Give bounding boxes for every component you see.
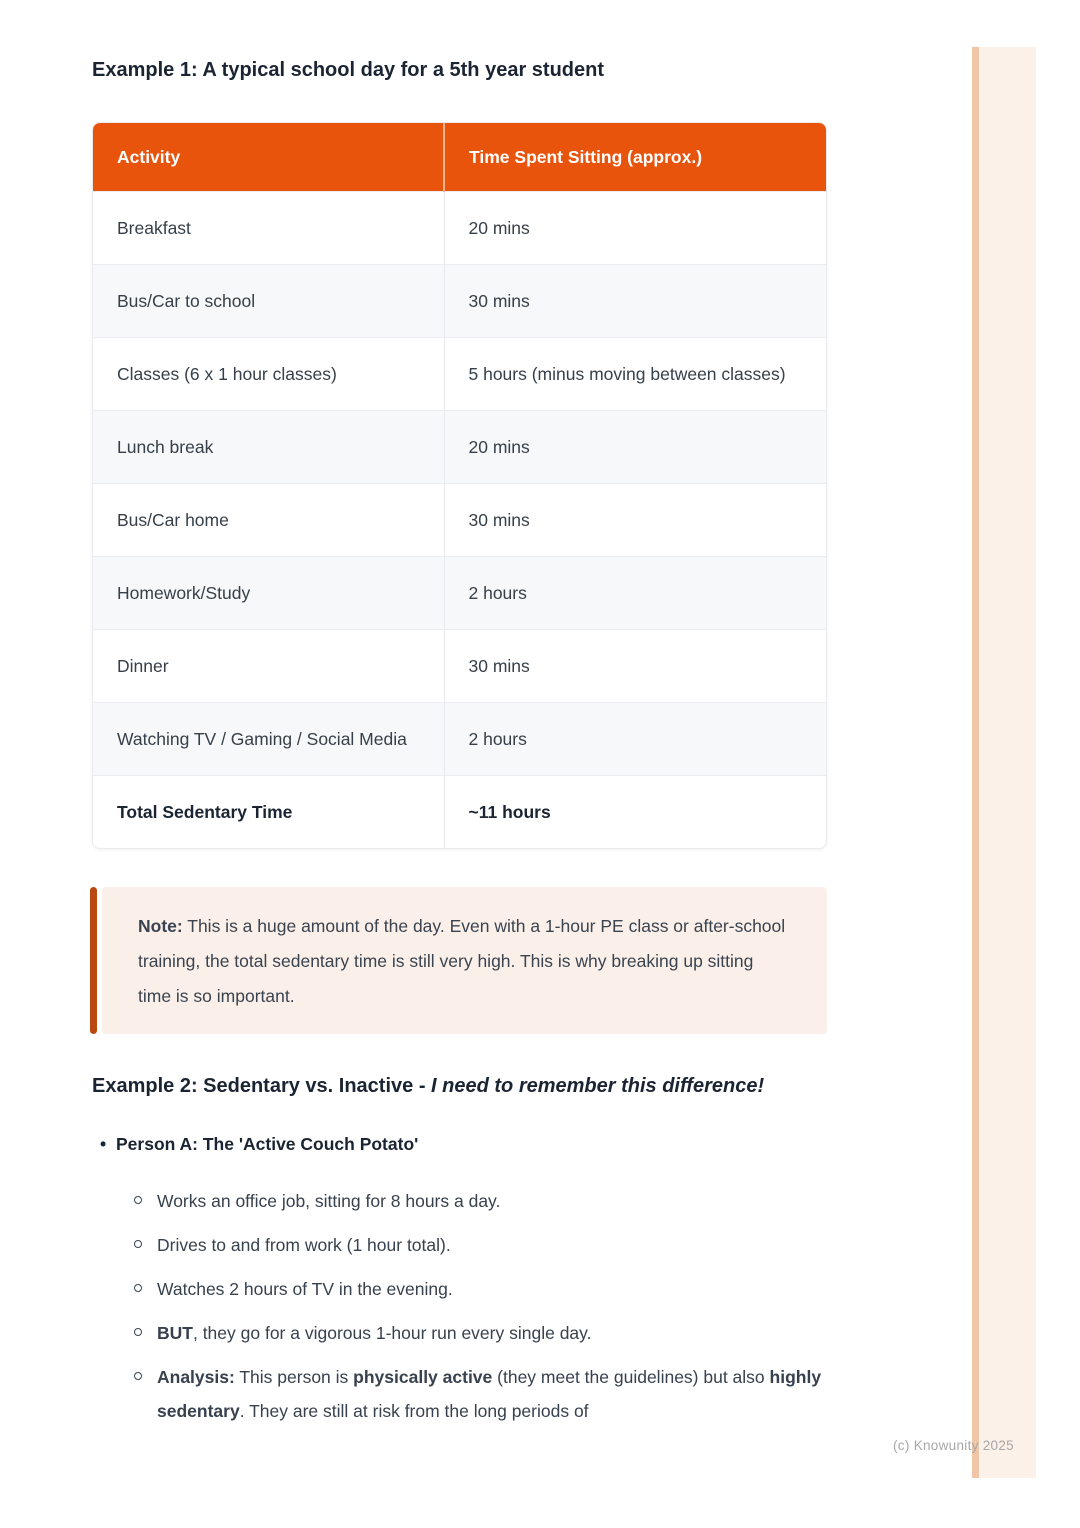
- sedentary-time-table: [92, 122, 827, 849]
- table-row: [93, 484, 826, 557]
- text-segment: BUT: [157, 1323, 193, 1343]
- open-circle-bullet-icon: [134, 1240, 142, 1248]
- table-row: [93, 557, 826, 630]
- open-circle-bullet-icon: [134, 1372, 142, 1380]
- page-edge-stripe-light: [979, 47, 1036, 1478]
- table-cell: Watching TV / Gaming / Social Media: [93, 703, 444, 776]
- table-cell: Lunch break: [93, 411, 444, 484]
- table-cell: Dinner: [93, 630, 444, 703]
- open-circle-bullet-icon: [134, 1328, 142, 1336]
- person-a-section: [92, 1132, 827, 1428]
- text-segment: Works an office job, sitting for 8 hours a day.: [157, 1191, 501, 1211]
- table-cell: Breakfast: [93, 192, 444, 265]
- activity-table-body: [93, 192, 826, 849]
- table-cell: 2 hours: [444, 557, 826, 630]
- note-callout: [92, 887, 827, 1034]
- bullet-text: [157, 1360, 827, 1428]
- table-cell: Total Sedentary Time: [93, 776, 444, 849]
- text-segment: Watches 2 hours of TV in the evening.: [157, 1279, 453, 1299]
- filled-bullet-icon: •: [100, 1134, 107, 1154]
- text-segment: highly sedentary: [157, 1367, 822, 1421]
- text-segment: physically active: [353, 1367, 493, 1387]
- table-cell: 5 hours (minus moving between classes): [444, 338, 826, 411]
- bullet-text: [157, 1272, 453, 1306]
- text-segment: . They are still at risk from the long periods of: [239, 1401, 589, 1421]
- text-segment: This is a huge amount of the day. Even with a 1-hour PE class or after-school training, the total sedentary time is still very high. This is why breaking up sitting time is so important.: [138, 916, 786, 1006]
- table-cell: 30 mins: [444, 630, 826, 703]
- bullet-text: [157, 1316, 591, 1350]
- text-segment: , they go for a vigorous 1-hour run every single day.: [192, 1323, 592, 1343]
- table-cell: Classes (6 x 1 hour classes): [93, 338, 444, 411]
- open-circle-bullet-icon: [134, 1196, 142, 1204]
- copyright-watermark: (c) Knowunity 2025: [893, 1438, 1014, 1453]
- table-cell: 20 mins: [444, 192, 826, 265]
- bullet-text: [157, 1184, 500, 1218]
- table-row: [93, 265, 826, 338]
- table-cell: 20 mins: [444, 411, 826, 484]
- note-accent-bar: [90, 887, 97, 1034]
- table-row: [93, 192, 826, 265]
- table-row: [93, 411, 826, 484]
- table-cell: Bus/Car home: [93, 484, 444, 557]
- table-cell: 30 mins: [444, 484, 826, 557]
- text-segment: (they meet the guidelines) but also: [492, 1367, 770, 1387]
- text-segment: Drives to and from work (1 hour total).: [157, 1235, 451, 1255]
- example1-heading: Example 1: A typical school day for a 5th year student: [92, 59, 605, 81]
- text-segment: Note:: [138, 916, 183, 936]
- table-row: [93, 776, 826, 849]
- example2-heading: [92, 1074, 827, 1098]
- table-header: [93, 123, 826, 192]
- table-row: [93, 338, 826, 411]
- person-a-title: Person A: The 'Active Couch Potato': [116, 1134, 419, 1154]
- table-row: [93, 630, 826, 703]
- table-cell: ~11 hours: [444, 776, 826, 849]
- table-cell: Bus/Car to school: [93, 265, 444, 338]
- column-header-time: Time Spent Sitting (approx.): [444, 123, 826, 192]
- text-segment: This person is: [234, 1367, 354, 1387]
- list-item: [134, 1184, 827, 1218]
- document-content: [92, 0, 827, 1438]
- list-item: [134, 1272, 827, 1306]
- page-edge-stripe-dark: [972, 47, 979, 1478]
- person-a-points: [92, 1184, 827, 1428]
- text-segment: Example 2: Sedentary vs. Inactive -: [92, 1075, 432, 1097]
- list-item: [134, 1360, 827, 1428]
- table-cell: Homework/Study: [93, 557, 444, 630]
- text-segment: I need to remember this difference!: [431, 1075, 765, 1097]
- column-header-activity: Activity: [93, 123, 444, 192]
- text-segment: Analysis:: [157, 1367, 235, 1387]
- note-text: [102, 887, 827, 1034]
- list-item: [92, 1132, 827, 1156]
- open-circle-bullet-icon: [134, 1284, 142, 1292]
- list-item: [134, 1228, 827, 1262]
- bullet-text: [157, 1228, 451, 1262]
- table-row: [93, 703, 826, 776]
- table-cell: 30 mins: [444, 265, 826, 338]
- table-cell: 2 hours: [444, 703, 826, 776]
- table-header-row: [93, 123, 826, 192]
- list-item: [134, 1316, 827, 1350]
